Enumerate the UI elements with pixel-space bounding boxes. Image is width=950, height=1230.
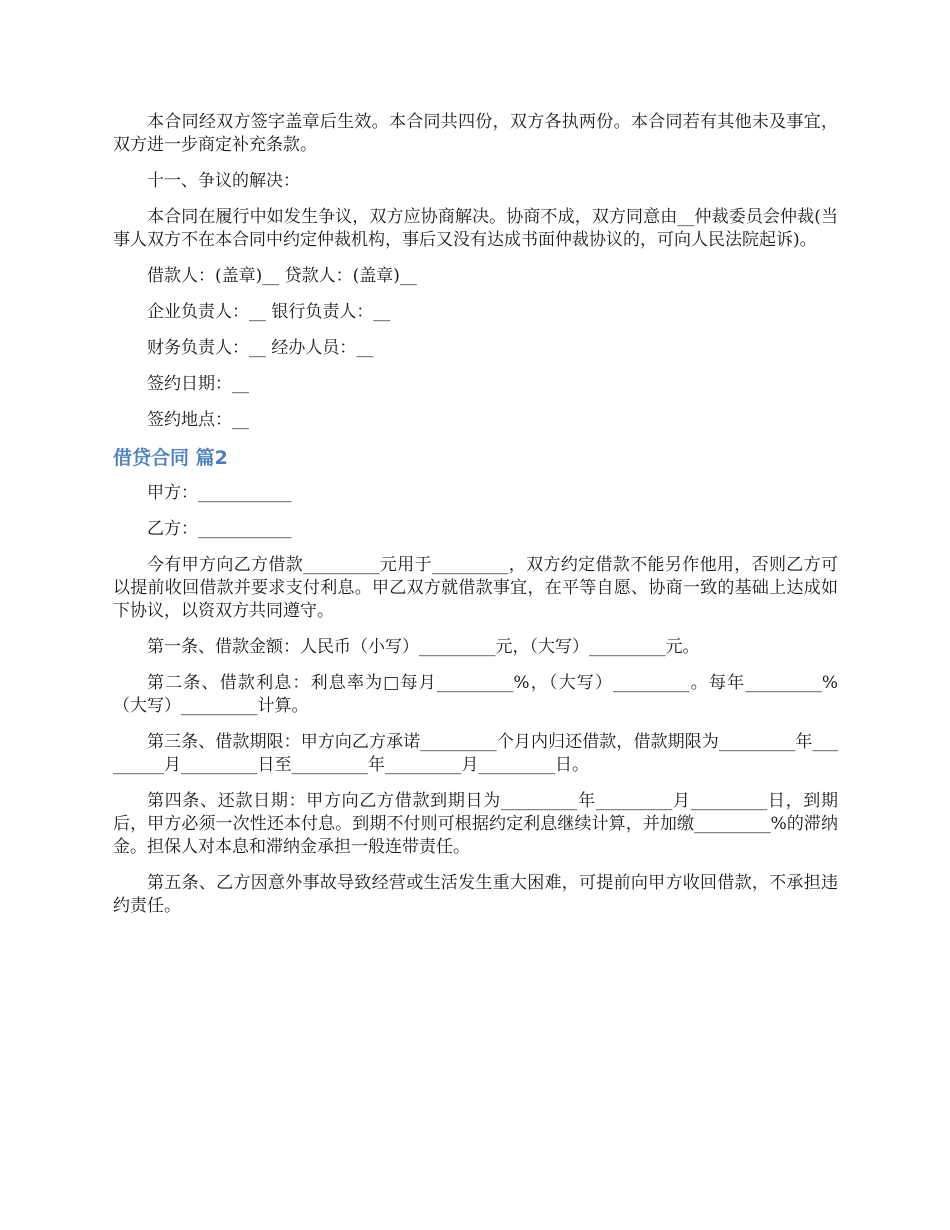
clause-dispute-title: 十一、争议的解决： bbox=[147, 171, 300, 191]
signing-date: 签约日期：__ bbox=[147, 374, 249, 394]
article-4-repayment: 第四条、还款日期：甲方向乙方借款到期日为_________年_________月_________日，到期后，甲方必须一次性还本付息。到期不付则可根据约定利息继续计算，并加缴_________%的滞纳金。担保人对本息和滞纳金承担一般连带责任。 bbox=[113, 791, 838, 857]
party-a: 甲方：___________ bbox=[147, 483, 292, 503]
signature-finance-handler: 财务负责人：__ 经办人员：__ bbox=[147, 338, 374, 358]
article-1-amount: 第一条、借款金额：人民币（小写）_________元，（大写）_________元。 bbox=[147, 637, 700, 657]
paragraph-effectiveness: 本合同经双方签字盖章后生效。本合同共四份，双方各执两份。本合同若有其他未及事宜，双方进一步商定补充条款。 bbox=[113, 112, 838, 155]
signature-borrower-lender: 借款人：(盖章)__ 贷款人：(盖章)__ bbox=[147, 266, 417, 286]
paragraph-preamble: 今有甲方向乙方借款_________元用于_________，双方约定借款不能另作他用，否则乙方可以提前收回借款并要求支付利息。甲乙双方就借款事宜，在平等自愿、协商一致的基础上达成如下协议，以资双方共同遵守。 bbox=[113, 555, 838, 621]
article-5-early-recall: 第五条、乙方因意外事故导致经营或生活发生重大困难，可提前向甲方收回借款，不承担违约责任。 bbox=[113, 873, 838, 916]
signing-location: 签约地点：__ bbox=[147, 410, 249, 430]
party-b: 乙方：___________ bbox=[147, 519, 292, 539]
signature-enterprise-bank: 企业负责人：__ 银行负责人：__ bbox=[147, 302, 391, 322]
article-3-term: 第三条、借款期限：甲方向乙方承诺_________个月内归还借款，借款期限为_________年_________月_________日至_________年_________月_________日。 bbox=[113, 732, 838, 775]
section-heading: 借贷合同 篇2 bbox=[113, 447, 228, 469]
document-body bbox=[113, 111, 838, 931]
paragraph-dispute-resolution: 本合同在履行中如发生争议，双方应协商解决。协商不成，双方同意由__仲裁委员会仲裁(当事人双方不在本合同中约定仲裁机构，事后又没有达成书面仲裁协议的，可向人民法院起诉)。 bbox=[113, 207, 838, 250]
article-2-interest: 第二条、借款利息：利息率为□每月_________%，（大写）_________。每年_________%（大写）_________计算。 bbox=[113, 673, 838, 716]
